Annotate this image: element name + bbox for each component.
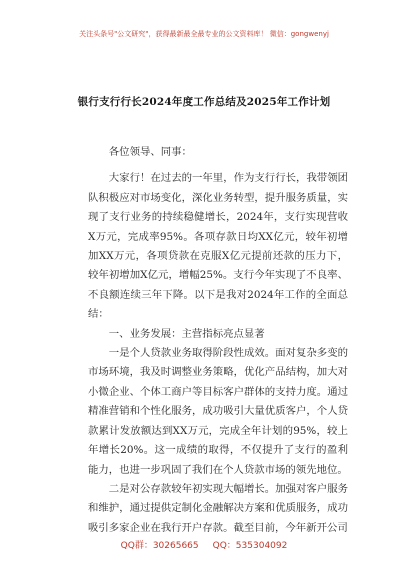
intro-paragraph: 大家行！在过去的一年里，作为支行行长，我带领团队积极应对市场变化，深化业务转型，提升服务质量，实现了支行业务的持续稳健增长，2024年，支行实现营收X万元，完成率95%。各项存款日均XX亿元，较年初增加XX万元，各项贷款在克服X亿元提前还款的压力下，较年初增加X亿元，增幅25%。支行今年实现了不良率、不良额连续三年下降。以下是我对2024年工作的全面总结：: [88, 172, 348, 321]
document-title: 银行支行行长2024年度工作总结及2025年工作计划: [77, 96, 331, 108]
section-heading: 一、业务发展：主营指标亮点显著: [108, 327, 265, 340]
body-paragraph: 二是对公存款较年初实现大幅增长。加强对客户服务和维护，通过提供定制化金融解决方案和优质服务，成功吸引多家企业在我行开户存款。截至目前，今年新开公司: [88, 482, 348, 534]
footer-contact: [0, 538, 408, 551]
header-notice: 关注头条号"公文研究"，获得最新最全最专业的公文资料库！ 微信：gongwenyj: [79, 30, 329, 38]
body-paragraph: 一是个人贷款业务取得阶段性成效。面对复杂多变的市场环境，我及时调整业务策略，优化产品结构，加大对小微企业、个体工商户等目标客户群体的支持力度。通过精准营销和个性化服务，成功吸引大量优质客户，个人贷款累计发放额达到XX万元，完成全年计划的95%，较上年增长20%。这一成绩的取得，不仅提升了支行的盈利能力，也进一步巩固了我们在个人贷款市场的领先地位。: [88, 347, 348, 476]
document-body: [88, 143, 348, 538]
greeting-paragraph: 各位领导、同事：: [108, 146, 192, 158]
qq-group-text: QQ群：30265665: [120, 541, 199, 551]
qq-number-text: QQ：535304092: [212, 541, 288, 551]
